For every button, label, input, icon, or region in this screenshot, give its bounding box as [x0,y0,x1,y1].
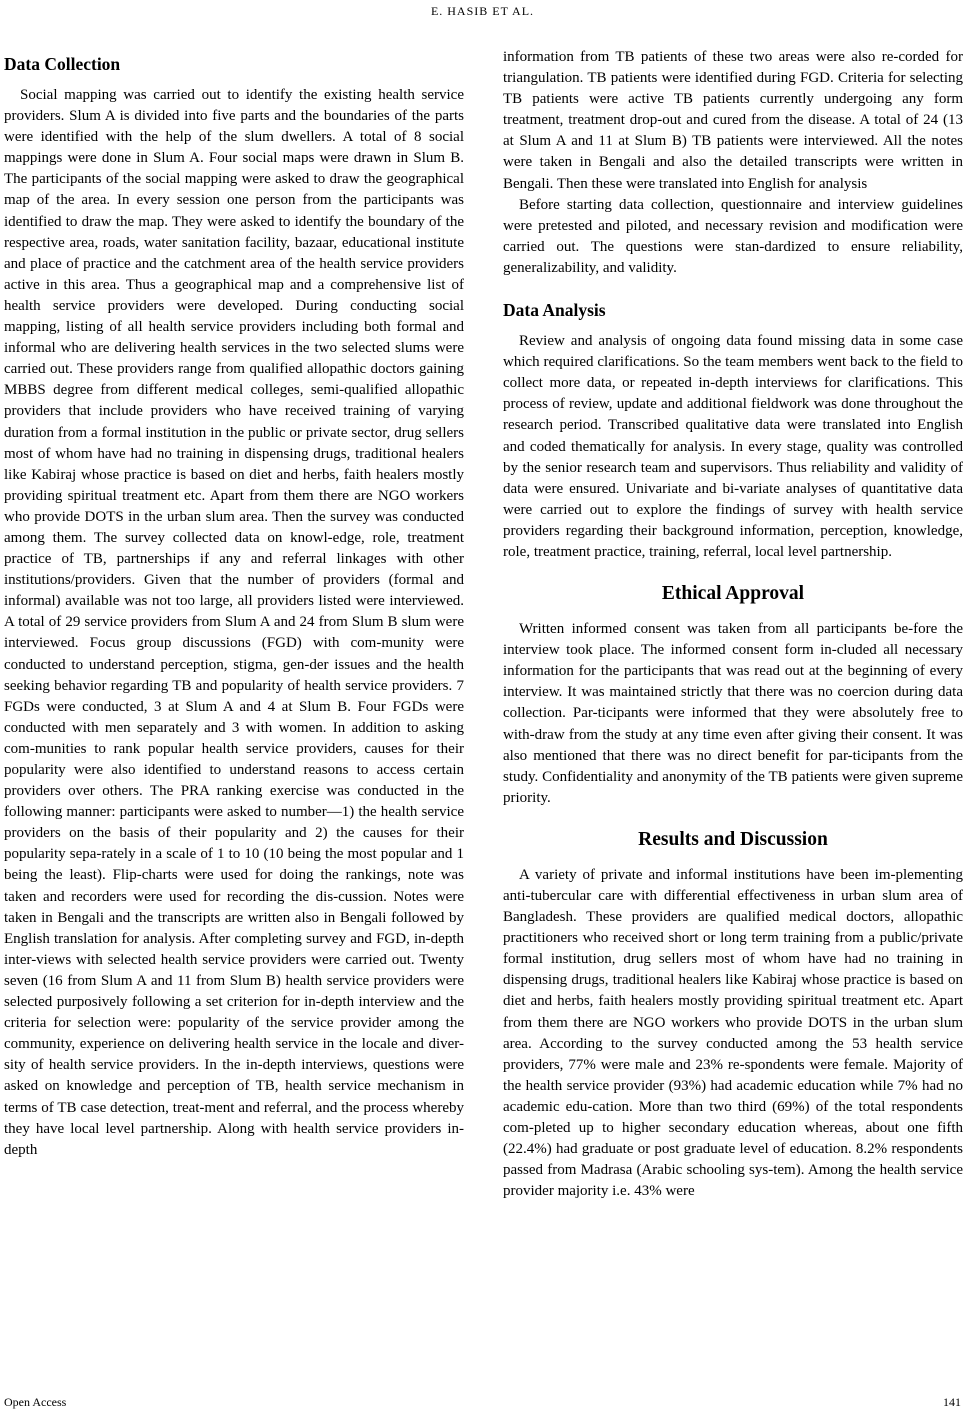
ethical-approval-paragraph: Written informed consent was taken from all participants be-fore the interview took place. The informed consent form in-cluded all necessary information for the participants that was read out at the beginning of every interview. It was maintained strictly that there was no coercion during data collection. Par-ticipants were informed that they were absolutely free to with-draw from the study at any time even after giving their consent. It was also mentioned that there was no direct benefit for par-ticipants from the study. Confidentiality and anonymity of the TB patients were given supreme priority. [503,621,963,806]
results-discussion-paragraph: A variety of private and informal institutions have been im-plementing anti-tubercular care with differential effectiveness in urban slum area of Bangladesh. These providers are qualified medical doctors, allopathic practitioners who received short or long term training from a public/private formal institution, drug sellers most of whom have had no training in dispensing drugs, traditional healers like Kabiraj whose practice is based on diet and herbs, faith healers mostly providing spiritual treatment etc. Apart from them there are NGO workers who provide DOTS in the urban slum area. According to the survey conducted among the 53 health service providers, 77% were male and 23% re-spondents were female. Majority of the health service provider (93%) had academic education while 7% had no academic edu-cation. More than two third (69%) of the total respondents com-pleted up to higher secondary education whereas, about one fifth (22.4%) had graduate or post graduate level of education. 8.2% respondents passed from Madrasa (Arabic schooling sys-tem). Among the health service provider majority i.e. 43% were [503,866,963,1200]
right-column [503,47,963,1202]
triangulation-paragraph: information from TB patients of these two areas were also re-corded for triangulation. TB patients were identified during FGD. Criteria for selecting TB patients were active TB patients currently undergoing any form treatment, treatment drop-out and cured from the disease. A total of 24 (13 at Slum A and 11 at Slum B) TB patients were interviewed. All the notes were taken in Bengali and also the detailed transcripts were written in Bengali. Then these were translated into English for analysis [503,49,963,192]
data-collection-heading: Data Collection [4,54,121,74]
results-discussion-heading: Results and Discussion [638,828,828,850]
data-collection-paragraph: Social mapping was carried out to identify the existing health service providers. Slum A is divided into five parts and the boundaries of the parts were identified with the help of the slum dwellers. A total of 8 social mappings were done in Slum A. Four social maps were drawn in Slum B. The participants of the social mapping were asked to draw the geographical map of the area. In every session one person from the participants was identified to draw the map. They were asked to identify the boundary of the respective area, roads, water sanitation facility, bazaar, educational institute and place of practice and the catchment area of the health service providers active in this area. Thus a geographical map and a comprehensive list of health service providers were developed. During conducting social mapping, listing of all health service providers including both formal and informal who are delivering health services in the two selected slums were carried out. These providers range from qualified allopathic doctors gaining MBBS degree from different medical colleges, semi-qualified allopathic providers that include providers who have received training of varying duration from a formal institution in the public or private sector, drug sellers most of whom have had no training in dispensing drugs, traditional healers like Kabiraj whose practice is based on diet and herbs, faith healers mostly providing spiritual treatment etc. Apart from them there are NGO workers who provide DOTS in the urban slum area. Then the survey was conducted among them. The survey collected data on knowl-edge, role, treatment practice of TB, partnerships if any and referral linkages with other institutions/providers. Given that the number of providers (formal and informal) available was not too large, all providers listed were interviewed. A total of 29 service providers from Slum A and 24 from Slum B slum were interviewed. Focus group discussions (FGD) with com-munity were conducted to understand perception, stigma, gen-der issues and the health seeking behavior regarding TB and popularity of health service providers. 7 FGDs were conducted, 3 at Slum A and 4 at Slum B. Four FGDs were conducted with men separately and 3 with women. In addition to asking com-munities to rank popular health service providers, causes for their popularity were also identified to understand reasons to access certain providers over others. The PRA ranking exercise was conducted in the following manner: participants were asked to number—1) the health service providers on the basis of their popularity and 2) the causes for their popularity sepa-rately in a scale of 1 to 10 (10 being the most popular and 1 being the least). Flip-charts were used for doing the rankings, note was taken and recorders were used for recording the dis-cussion. Notes were taken in Bengali and the transcripts are written also in Bengali followed by English translation for analysis. After completing survey and FGD, in-depth inter-views with selected health service providers were carried out. Twenty seven (16 from Slum A and 11 from Slum B) health service providers were selected purposively following a set criterion for in-depth interview and the criteria for selection were: popularity of the service provider among the community, experience on delivering health service in the locale and diver-sity of health service providers. In the in-depth interviews, questions were asked on knowledge and perception of TB, health service mechanism in terms of TB case detection, treat-ment and referral, and the process whereby they have local level partnership. Along with health service providers in-depth [4,87,464,1158]
running-head: E. HASIB ET AL. [430,4,535,18]
data-analysis-heading: Data Analysis [503,300,606,321]
pretest-paragraph: Before starting data collection, questionnaire and interview guidelines were pretested and piloted, and necessary revision and modification were carried out. The questions were stan-dardized to ensure reliability, generalizability, and validity. [503,196,963,276]
ethical-approval-heading: Ethical Approval [661,583,805,605]
footer-open-access: Open Access [4,1395,67,1409]
left-column [4,47,464,1161]
page-number: 141 [943,1395,961,1409]
data-analysis-paragraph: Review and analysis of ongoing data found missing data in some case which required clarifications. So the team members went back to the field to collect more data, or repeated in-depth interviews for clarifications. This process of review, update and additional fieldwork was done throughout the research period. Transcribed qualitative data were translated into English and coded thematically for analysis. In every stage, quality was controlled by the senior research team and supervisors. Thus reliability and validity of data were ensured. Univariate and bi-variate analyses of quantitative data were carried out to explore the findings of survey with health service providers regarding their background information, perception, knowledge, role, treatment practice, training, referral, local level partnership. [503,333,963,560]
